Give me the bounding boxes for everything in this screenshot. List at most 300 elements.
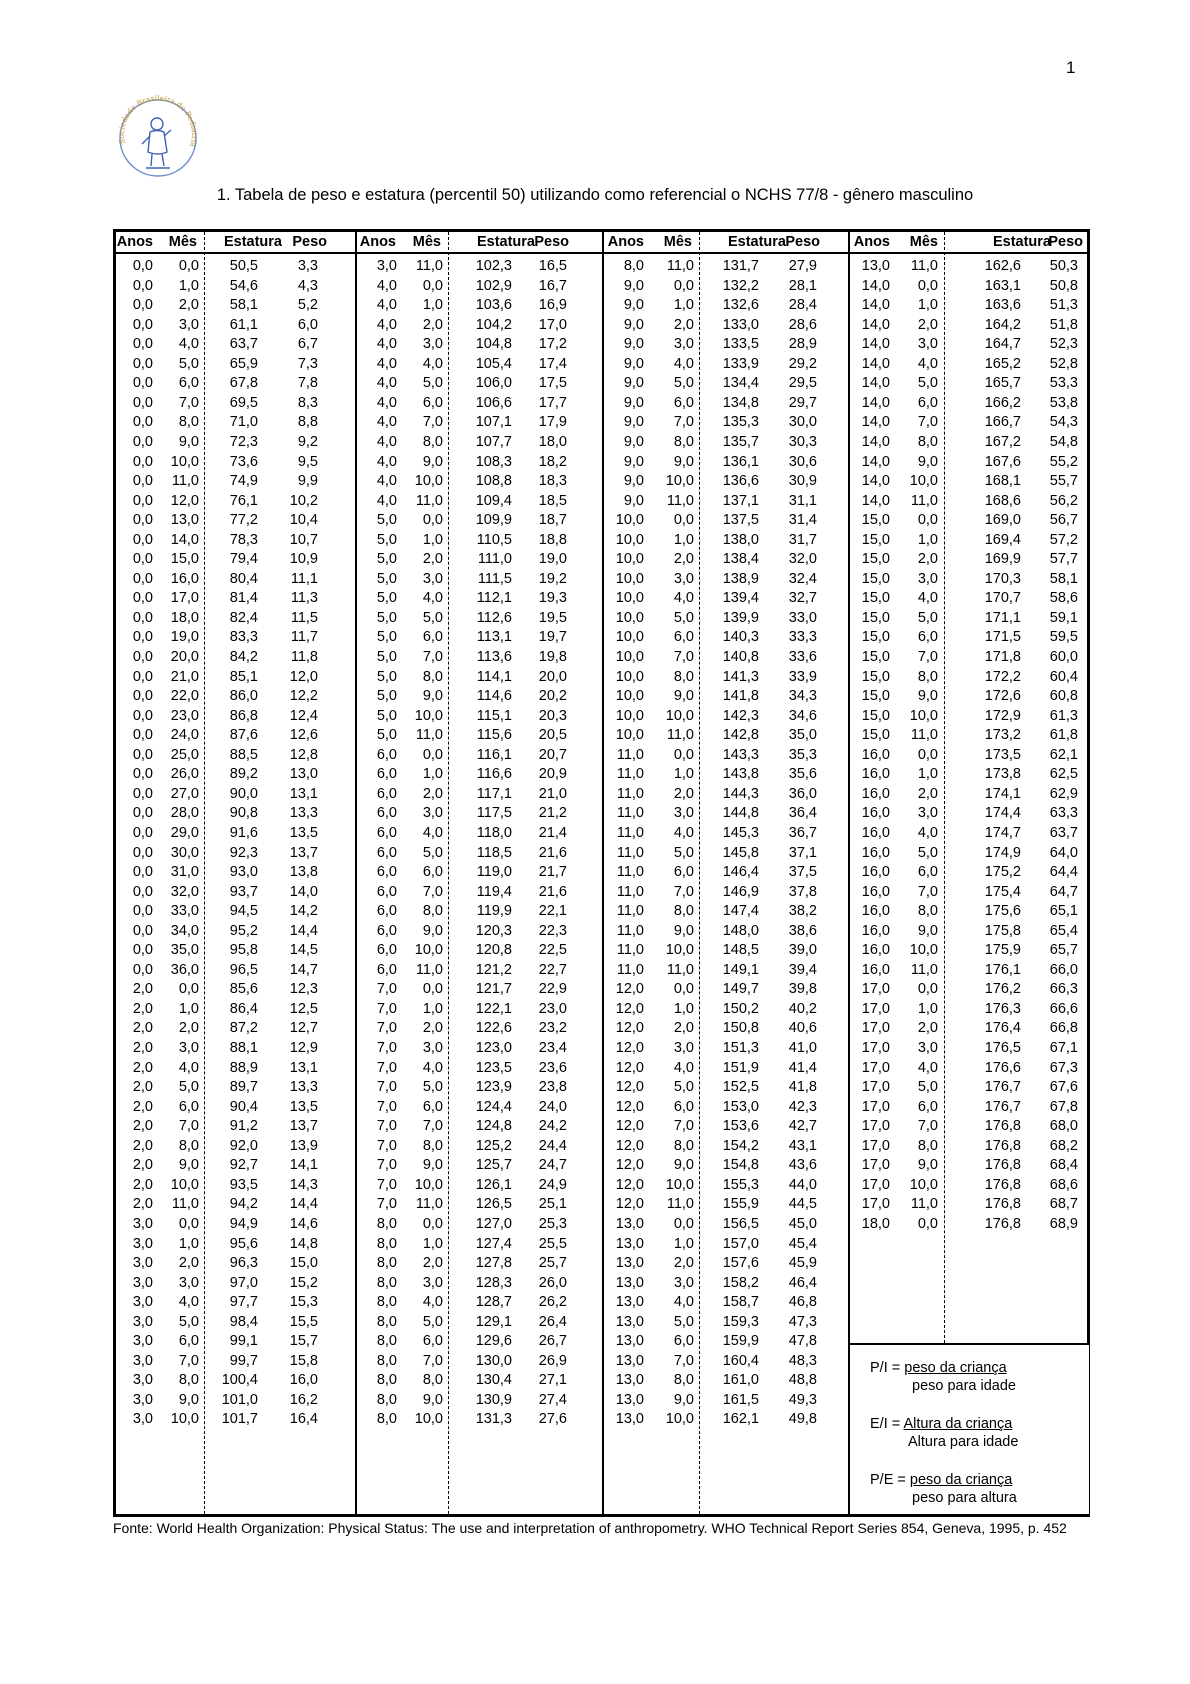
- age-years: 11,0: [616, 785, 644, 802]
- age-months: 3,0: [673, 1040, 694, 1056]
- weight: 20,9: [538, 766, 567, 783]
- age-months: 24,0: [170, 727, 199, 744]
- age-years: 2,0: [132, 1196, 153, 1213]
- height: 134,8: [722, 394, 759, 411]
- weight: 33,9: [788, 668, 817, 685]
- height: 159,9: [722, 1333, 759, 1350]
- age-years: 0,0: [132, 414, 153, 431]
- age-years: 15,0: [861, 551, 890, 568]
- table-row: [116, 960, 355, 981]
- weight: 26,0: [538, 1274, 567, 1291]
- age-years: 12,0: [615, 1000, 644, 1017]
- age-months: 7,0: [917, 414, 938, 431]
- height: 136,6: [722, 473, 759, 490]
- column-header: Estatura: [727, 234, 786, 250]
- page-title: 1. Tabela de peso e estatura (percentil 50) utilizando como referencial o NCHS 77/8 - gênero masculino: [216, 186, 974, 204]
- height: 99,7: [229, 1352, 258, 1369]
- age-years: 4,0: [376, 453, 397, 470]
- table-header: [116, 232, 355, 253]
- weight: 32,0: [788, 551, 817, 568]
- age-months: 16,0: [170, 570, 199, 587]
- table-row: [604, 315, 850, 336]
- table-row: [850, 921, 1089, 942]
- age-years: 4,0: [376, 355, 397, 372]
- table-row: [604, 803, 850, 824]
- table-row: [850, 667, 1089, 688]
- age-months: 9,0: [422, 1157, 443, 1174]
- height: 115,1: [476, 707, 512, 724]
- table-row: [357, 784, 604, 805]
- table-row: [357, 1273, 604, 1294]
- age-years: 17,0: [861, 1079, 890, 1096]
- table-row: [604, 940, 850, 961]
- table-row: [116, 315, 355, 336]
- table-row: [116, 803, 355, 824]
- age-years: 3,0: [132, 1352, 153, 1369]
- logo-text: Sociedade Brasileira de Pediatria: [116, 93, 200, 148]
- table-row: [116, 471, 355, 492]
- weight: 18,5: [538, 492, 567, 509]
- age-months: 23,0: [170, 707, 199, 724]
- height: 100,4: [221, 1372, 258, 1389]
- weight: 50,8: [1049, 277, 1078, 294]
- weight: 30,0: [788, 414, 817, 431]
- age-months: 9,0: [178, 1391, 199, 1408]
- table-row: [850, 256, 1089, 277]
- age-years: 13,0: [615, 1333, 644, 1350]
- height: 166,7: [984, 414, 1021, 431]
- height: 104,8: [475, 336, 512, 353]
- age-months: 7,0: [673, 414, 694, 431]
- weight: 25,1: [538, 1196, 567, 1213]
- height: 140,3: [722, 629, 759, 646]
- age-months: 8,0: [422, 903, 443, 920]
- age-years: 15,0: [861, 512, 890, 529]
- age-months: 11,0: [910, 258, 938, 274]
- age-years: 14,0: [861, 336, 890, 353]
- age-months: 9,0: [422, 922, 443, 939]
- height: 163,6: [984, 297, 1021, 314]
- age-months: 9,0: [673, 1391, 694, 1408]
- height: 174,1: [984, 785, 1021, 802]
- age-months: 4,0: [422, 1294, 443, 1311]
- height: 162,1: [722, 1411, 759, 1428]
- height: 97,7: [229, 1294, 258, 1311]
- age-months: 7,0: [178, 1352, 199, 1369]
- weight: 68,4: [1049, 1157, 1078, 1174]
- age-years: 0,0: [132, 961, 153, 978]
- weight: 13,1: [289, 1059, 318, 1076]
- age-years: 4,0: [376, 473, 397, 490]
- height: 107,1: [475, 414, 512, 431]
- weight: 19,8: [538, 649, 567, 665]
- height: 122,1: [475, 1000, 512, 1017]
- growth-table: [113, 229, 1090, 1517]
- age-years: 13,0: [615, 1411, 644, 1428]
- height: 85,1: [229, 668, 258, 685]
- column-header: Peso: [534, 234, 569, 250]
- weight: 68,6: [1049, 1176, 1078, 1193]
- table-row: [357, 1038, 604, 1059]
- age-months: 8,0: [673, 903, 694, 920]
- age-months: 2,0: [917, 551, 938, 568]
- weight: 25,5: [538, 1235, 567, 1252]
- table-row: [116, 627, 355, 648]
- table-row: [604, 823, 850, 844]
- height: 148,5: [722, 942, 759, 959]
- age-years: 17,0: [861, 1040, 890, 1056]
- height: 79,4: [229, 551, 258, 568]
- table-row: [604, 667, 850, 688]
- table-row: [357, 1194, 604, 1215]
- age-years: 8,0: [376, 1235, 397, 1252]
- age-months: 3,0: [422, 336, 443, 353]
- age-months: 5,0: [917, 375, 938, 392]
- height: 122,6: [475, 1020, 512, 1037]
- weight: 15,8: [289, 1352, 318, 1369]
- weight: 64,4: [1049, 864, 1078, 881]
- age-months: 32,0: [170, 883, 199, 900]
- weight: 60,4: [1049, 668, 1078, 685]
- age-years: 14,0: [861, 394, 890, 411]
- table-row: [116, 256, 355, 277]
- age-years: 4,0: [376, 433, 397, 450]
- age-years: 2,0: [132, 981, 153, 998]
- weight: 19,5: [538, 609, 567, 626]
- age-months: 11,0: [910, 1196, 938, 1213]
- age-years: 17,0: [861, 1059, 890, 1076]
- height: 118,0: [476, 824, 512, 841]
- weight: 22,3: [538, 922, 567, 939]
- weight: 42,7: [788, 1118, 817, 1135]
- table-row: [850, 491, 1089, 512]
- table-row: [604, 491, 850, 512]
- age-months: 10,0: [414, 1411, 443, 1428]
- age-months: 1,0: [673, 531, 694, 548]
- age-years: 4,0: [376, 375, 397, 392]
- weight: 14,5: [289, 942, 318, 959]
- height: 176,1: [984, 961, 1021, 978]
- height: 118,5: [476, 844, 512, 861]
- table-row: [357, 1292, 604, 1313]
- height: 90,8: [229, 805, 258, 822]
- age-years: 15,0: [861, 727, 890, 744]
- age-years: 16,0: [861, 922, 890, 939]
- age-years: 17,0: [861, 1137, 890, 1154]
- age-months: 4,0: [673, 824, 694, 841]
- table-row: [116, 393, 355, 414]
- age-months: 1,0: [917, 531, 938, 548]
- age-years: 9,0: [623, 336, 644, 353]
- age-months: 2,0: [422, 785, 443, 802]
- age-years: 16,0: [861, 864, 890, 881]
- age-years: 0,0: [132, 453, 153, 470]
- age-months: 6,0: [422, 394, 443, 411]
- weight: 13,7: [289, 1118, 318, 1135]
- age-years: 2,0: [132, 1000, 153, 1017]
- age-years: 5,0: [376, 707, 397, 724]
- table-row: [850, 530, 1089, 551]
- height: 54,6: [229, 277, 258, 294]
- table-column-group: [848, 232, 1089, 1514]
- height: 150,8: [722, 1020, 759, 1037]
- weight: 12,5: [289, 1000, 318, 1017]
- age-years: 17,0: [861, 1020, 890, 1037]
- weight: 14,0: [289, 883, 318, 900]
- weight: 31,4: [788, 512, 817, 529]
- weight: 37,8: [788, 883, 817, 900]
- weight: 17,7: [538, 394, 567, 411]
- height: 50,5: [229, 258, 258, 274]
- table-row: [357, 510, 604, 531]
- age-months: 6,0: [917, 864, 938, 881]
- table-row: [116, 432, 355, 453]
- height: 148,0: [722, 922, 759, 939]
- weight: 57,2: [1049, 531, 1078, 548]
- table-row: [604, 764, 850, 785]
- height: 130,4: [475, 1372, 512, 1389]
- age-years: 9,0: [623, 492, 644, 509]
- age-months: 7,0: [673, 1352, 694, 1369]
- age-months: 5,0: [673, 375, 694, 392]
- table-row: [357, 843, 604, 864]
- age-years: 3,0: [132, 1411, 153, 1428]
- height: 133,0: [722, 316, 759, 333]
- svg-text:Sociedade Brasileira de Pediat: [117, 93, 199, 148]
- formula-prefix: P/E =: [870, 1472, 906, 1488]
- table-row: [850, 1077, 1089, 1098]
- age-months: 1,0: [673, 766, 694, 783]
- weight: 19,7: [538, 629, 567, 646]
- weight: 54,3: [1049, 414, 1078, 431]
- age-years: 11,0: [616, 883, 644, 900]
- table-row: [850, 334, 1089, 355]
- age-years: 2,0: [132, 1040, 153, 1056]
- age-months: 3,0: [422, 1274, 443, 1291]
- weight: 11,7: [290, 629, 318, 646]
- height: 80,4: [229, 570, 258, 587]
- formula-prefix: E/I =: [870, 1416, 901, 1432]
- weight: 15,7: [289, 1333, 318, 1350]
- height: 165,2: [984, 355, 1021, 372]
- weight: 61,3: [1049, 707, 1078, 724]
- weight: 41,0: [788, 1040, 817, 1056]
- height: 156,5: [722, 1215, 759, 1232]
- height: 74,9: [229, 473, 258, 490]
- age-years: 0,0: [132, 668, 153, 685]
- age-months: 8,0: [917, 903, 938, 920]
- age-months: 1,0: [178, 1235, 199, 1252]
- table-row: [357, 1331, 604, 1352]
- age-months: 3,0: [178, 316, 199, 333]
- weight: 13,1: [289, 785, 318, 802]
- height: 121,2: [475, 961, 512, 978]
- weight: 50,3: [1049, 258, 1078, 274]
- age-years: 6,0: [376, 942, 397, 959]
- age-years: 0,0: [132, 433, 153, 450]
- weight: 13,5: [289, 824, 318, 841]
- column-header: Peso: [785, 234, 820, 250]
- table-row: [116, 1194, 355, 1215]
- table-row: [116, 1214, 355, 1235]
- height: 106,0: [475, 375, 512, 392]
- table-row: [604, 862, 850, 883]
- age-years: 3,0: [132, 1294, 153, 1311]
- column-header: Estatura: [223, 234, 282, 250]
- weight: 14,3: [289, 1176, 318, 1193]
- weight: 64,7: [1049, 883, 1078, 900]
- weight: 66,3: [1049, 981, 1078, 998]
- height: 105,4: [475, 355, 512, 372]
- weight: 16,7: [538, 277, 567, 294]
- age-years: 12,0: [615, 981, 644, 998]
- weight: 39,8: [788, 981, 817, 998]
- height: 134,4: [722, 375, 759, 392]
- table-row: [850, 393, 1089, 414]
- age-months: 3,0: [422, 1040, 443, 1056]
- age-months: 31,0: [170, 864, 199, 881]
- height: 120,3: [475, 922, 512, 939]
- age-years: 6,0: [376, 864, 397, 881]
- age-years: 5,0: [376, 688, 397, 705]
- age-years: 4,0: [376, 316, 397, 333]
- age-years: 13,0: [615, 1235, 644, 1252]
- age-months: 5,0: [673, 844, 694, 861]
- table-row: [357, 627, 604, 648]
- table-row: [357, 803, 604, 824]
- height: 137,1: [722, 492, 759, 509]
- weight: 22,1: [538, 903, 567, 920]
- height: 132,6: [722, 297, 759, 314]
- table-row: [604, 1038, 850, 1059]
- age-months: 10,0: [909, 473, 938, 490]
- age-years: 5,0: [376, 531, 397, 548]
- weight: 12,9: [289, 1040, 318, 1056]
- table-row: [850, 1175, 1089, 1196]
- height: 93,7: [229, 883, 258, 900]
- height: 138,0: [722, 531, 759, 548]
- age-months: 7,0: [422, 414, 443, 431]
- table-row: [116, 569, 355, 590]
- age-months: 6,0: [673, 1098, 694, 1115]
- age-months: 0,0: [422, 981, 443, 998]
- age-months: 0,0: [422, 746, 443, 763]
- table-row: [357, 960, 604, 981]
- age-months: 10,0: [665, 1176, 694, 1193]
- table-row: [850, 1097, 1089, 1118]
- age-months: 0,0: [422, 1215, 443, 1232]
- table-row: [116, 667, 355, 688]
- age-months: 7,0: [422, 1352, 443, 1369]
- table-row: [116, 1312, 355, 1333]
- weight: 19,0: [538, 551, 567, 568]
- table-row: [850, 412, 1089, 433]
- table-row: [604, 1312, 850, 1333]
- table-row: [850, 373, 1089, 394]
- age-months: 8,0: [422, 668, 443, 685]
- weight: 37,1: [788, 844, 817, 861]
- age-years: 5,0: [376, 570, 397, 587]
- height: 176,6: [984, 1059, 1021, 1076]
- age-months: 9,0: [917, 688, 938, 705]
- age-years: 3,0: [132, 1235, 153, 1252]
- table-row: [604, 1058, 850, 1079]
- height: 114,1: [476, 668, 512, 685]
- table-row: [116, 1077, 355, 1098]
- table-row: [850, 452, 1089, 473]
- age-years: 7,0: [376, 1137, 397, 1154]
- age-months: 7,0: [673, 649, 694, 665]
- weight: 5,2: [297, 297, 318, 314]
- table-row: [604, 1214, 850, 1235]
- weight: 27,4: [538, 1391, 567, 1408]
- height: 111,0: [477, 551, 512, 568]
- age-months: 10,0: [665, 1411, 694, 1428]
- age-months: 7,0: [178, 394, 199, 411]
- age-months: 8,0: [673, 433, 694, 450]
- age-months: 2,0: [673, 1020, 694, 1037]
- height: 77,2: [229, 512, 258, 529]
- height: 110,5: [476, 531, 512, 548]
- age-months: 5,0: [917, 609, 938, 626]
- height: 154,2: [722, 1137, 759, 1154]
- age-months: 5,0: [917, 844, 938, 861]
- height: 139,9: [722, 609, 759, 626]
- age-months: 4,0: [673, 355, 694, 372]
- age-months: 17,0: [170, 590, 199, 607]
- age-months: 1,0: [422, 531, 443, 548]
- age-years: 13,0: [861, 258, 890, 274]
- table-row: [357, 1312, 604, 1333]
- weight: 10,7: [289, 531, 318, 548]
- weight: 66,8: [1049, 1020, 1078, 1037]
- height: 127,8: [475, 1255, 512, 1272]
- height: 69,5: [229, 394, 258, 411]
- age-years: 4,0: [376, 336, 397, 353]
- age-years: 6,0: [376, 883, 397, 900]
- age-years: 17,0: [861, 1000, 890, 1017]
- table-row: [604, 549, 850, 570]
- age-years: 10,0: [615, 609, 644, 626]
- age-years: 14,0: [861, 297, 890, 314]
- weight: 23,6: [538, 1059, 567, 1076]
- age-months: 0,0: [673, 512, 694, 529]
- weight: 59,1: [1049, 609, 1078, 626]
- height: 176,8: [984, 1215, 1021, 1232]
- age-months: 0,0: [917, 277, 938, 294]
- table-header: [850, 232, 1089, 253]
- weight: 44,0: [788, 1176, 817, 1193]
- height: 120,8: [475, 942, 512, 959]
- weight: 15,0: [289, 1255, 318, 1272]
- age-months: 10,0: [414, 707, 443, 724]
- weight: 12,7: [289, 1020, 318, 1037]
- age-months: 6,0: [422, 629, 443, 646]
- height: 106,6: [475, 394, 512, 411]
- height: 86,8: [229, 707, 258, 724]
- age-years: 12,0: [615, 1020, 644, 1037]
- table-row: [850, 510, 1089, 531]
- height: 176,8: [984, 1176, 1021, 1193]
- age-years: 7,0: [376, 1196, 397, 1213]
- table-row: [116, 1097, 355, 1118]
- table-row: [604, 921, 850, 942]
- weight: 13,3: [289, 805, 318, 822]
- age-years: 13,0: [615, 1313, 644, 1330]
- table-row: [357, 471, 604, 492]
- age-years: 10,0: [615, 570, 644, 587]
- table-row: [116, 1273, 355, 1294]
